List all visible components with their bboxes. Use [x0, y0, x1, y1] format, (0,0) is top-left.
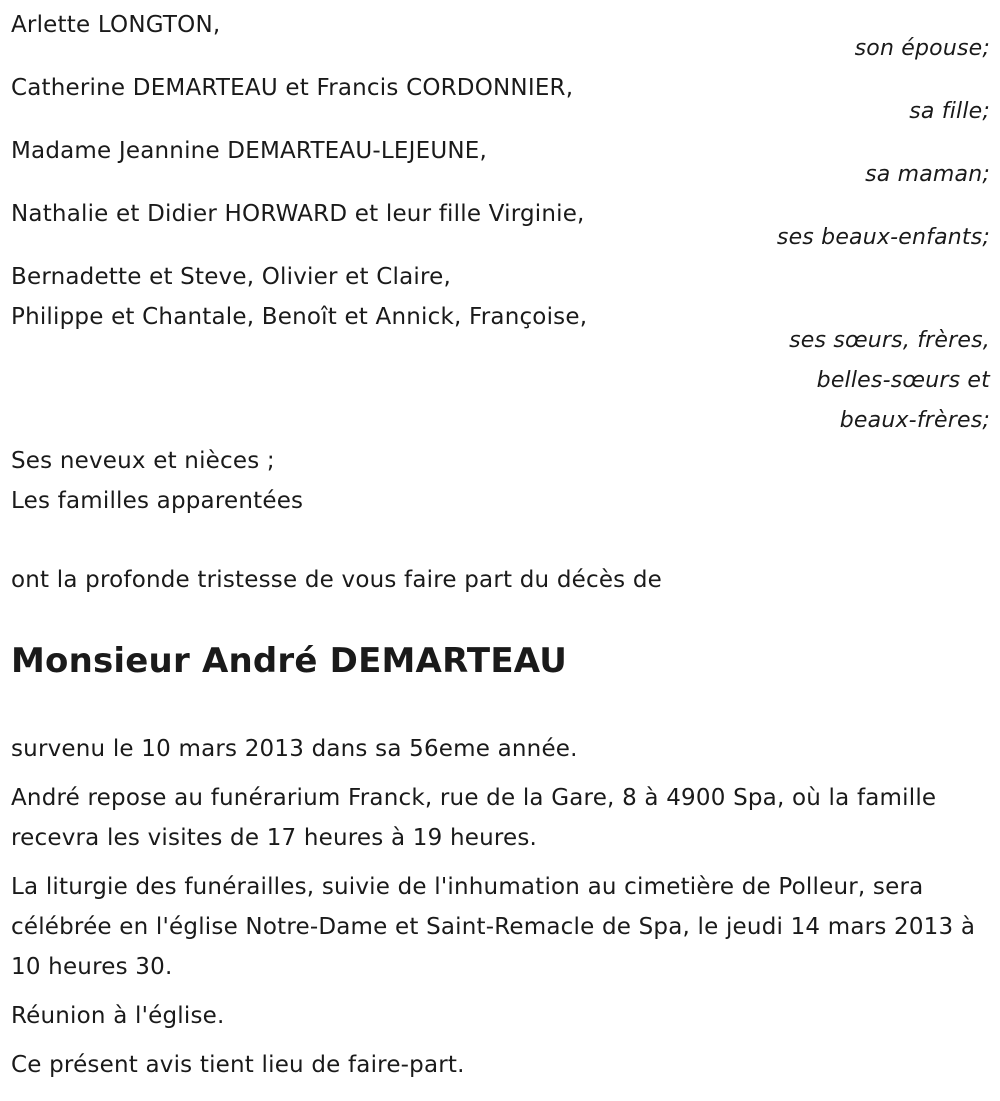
family-relation: ses beaux-enfants; [776, 225, 990, 250]
announcement-text: ont la profonde tristesse de vous faire part du décès de [11, 567, 663, 593]
family-name: Arlette LONGTON, [11, 12, 221, 38]
family-name: Nathalie et Didier HORWARD et leur fille Virginie, [11, 201, 585, 227]
repose-text: André repose au funérarium Franck, rue de la Gare, 8 à 4900 Spa, où la famille recevra les visites de 17 heures à 19 heures. [11, 785, 937, 851]
siblings-line-2: Philippe et Chantale, Benoît et Annick, Françoise, [11, 304, 588, 330]
siblings-line-1: Bernadette et Steve, Olivier et Claire, [11, 264, 451, 290]
meeting-text: Réunion à l'église. [11, 1003, 225, 1029]
family-entry-spouse [11, 5, 990, 61]
family-entry-siblings [11, 257, 990, 433]
nephews-nieces: Ses neveux et nièces ; [11, 448, 275, 474]
family-name: Madame Jeannine DEMARTEAU-LEJEUNE, [11, 138, 488, 164]
other-relatives [11, 441, 990, 521]
deceased-name: Monsieur André DEMARTEAU [11, 641, 568, 681]
related-families: Les familles apparentées [11, 488, 304, 514]
siblings-relation-line: beaux-frères; [839, 408, 990, 433]
family-relation: sa fille; [909, 99, 990, 124]
family-relation: son épouse; [854, 36, 990, 61]
family-entry-mother [11, 131, 990, 187]
liturgy-text: La liturgie des funérailles, suivie de l'inhumation au cimetière de Polleur, sera célébrée en l'église Notre-Dame et Saint-Remacle de Spa, le jeudi 14 mars 2013 à 10 heures 30. [11, 874, 976, 980]
family-entry-stepchildren [11, 194, 990, 250]
family-name: Catherine DEMARTEAU et Francis CORDONNIER, [11, 75, 574, 101]
details [11, 729, 990, 1085]
family-entry-daughter [11, 68, 990, 124]
siblings-relation-line: ses sœurs, frères, [789, 328, 990, 353]
siblings-relation-line: belles-sœurs et [816, 368, 990, 393]
family-relation: sa maman; [865, 162, 990, 187]
siblings-relation [789, 321, 990, 441]
death-date-text: survenu le 10 mars 2013 dans sa 56eme année. [11, 736, 578, 762]
notice-text: Ce présent avis tient lieu de faire-part. [11, 1052, 465, 1078]
